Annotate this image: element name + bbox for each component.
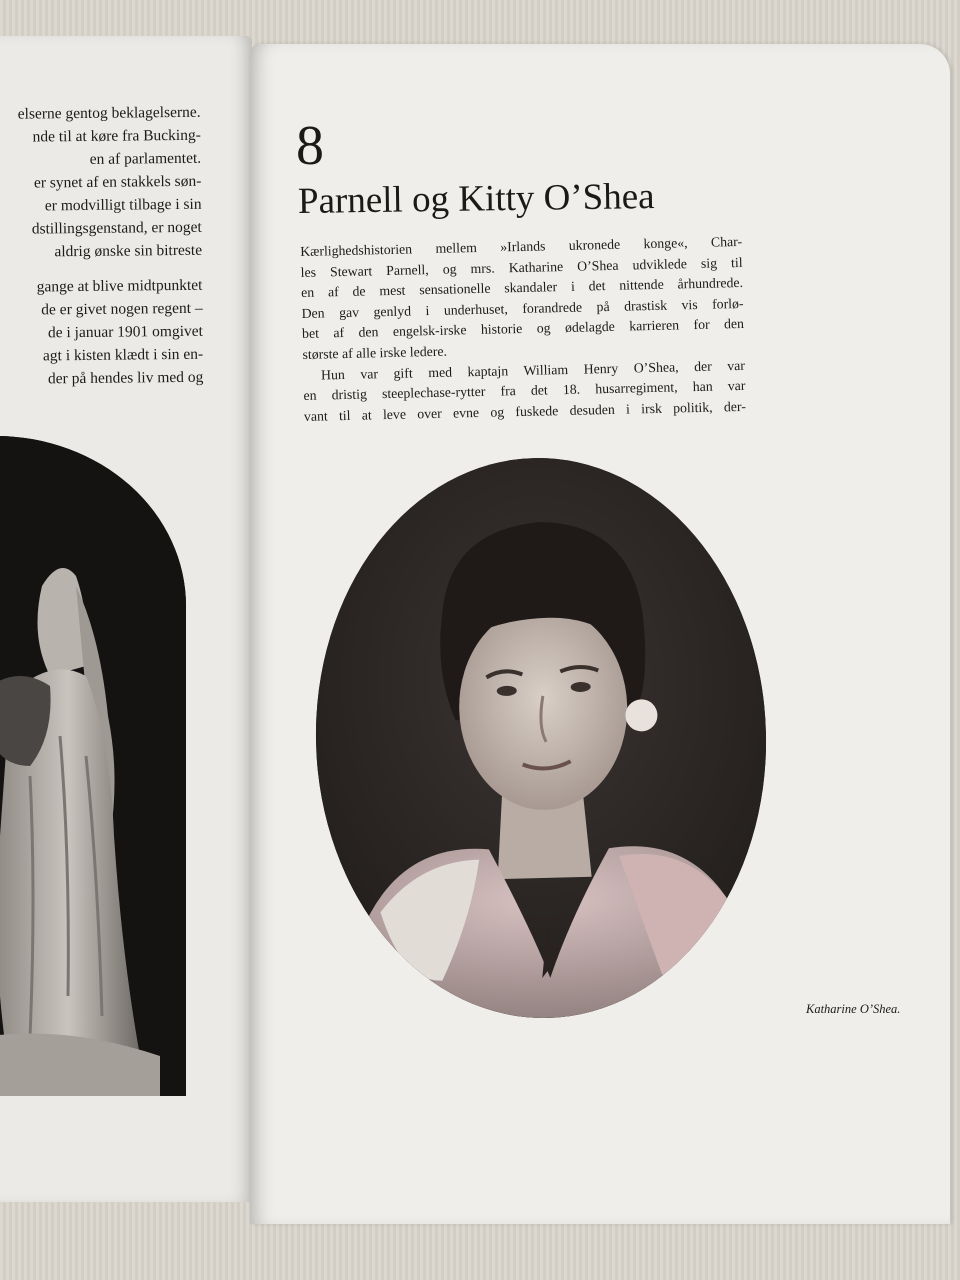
left-text-line: er synet af en stakkels søn- [33,172,202,192]
left-page-text [0,101,204,391]
left-text-line: gange at blive midtpunktet [36,276,203,296]
chapter-number: 8 [296,115,324,177]
body-text-line: en dristig steeplechase-rytter fra det 18. husarregiment, han var [303,378,746,404]
body-text-line: største af alle irske ledere. [302,343,448,362]
left-text-line: dstillingsgenstand, er noget [31,218,202,238]
body-text-line: Den gav genlyd i underhuset, forandrede på drastisk vis forlø- [301,295,744,321]
portrait-caption: Katharine O’Shea. [806,1002,901,1016]
left-text-line: der på hendes liv med og [47,368,204,388]
portrait-woman-image [309,452,774,1024]
statue-photo [0,436,186,1096]
body-text-line: Kærlighedshistorien mellem »Irlands ukronede konge«, Char- [300,233,743,259]
left-text-line: de i januar 1901 omgivet [47,322,203,342]
body-text-line: Hun var gift med kaptajn William Henry O’Shea, der var [320,357,746,383]
right-page [250,44,950,1224]
portrait-photo [309,452,774,1024]
left-text-line: aldrig ønske sin bitreste [54,241,203,261]
body-text-line: les Stewart Parnell, og mrs. Katharine O’Shea udviklede sig til [300,254,743,280]
body-text-line: bet af den engelsk-irske historie og ødelagde karrieren for den [301,316,745,342]
left-text-line: agt i kisten klædt i sin en- [42,345,204,365]
body-text-line: en af de mest sensationelle skandaler i det nittende århundrede. [300,275,744,301]
chapter-body-text [300,232,746,427]
chapter-title: Parnell og Kitty O’Shea [297,176,655,222]
left-text-line: en af parlamentet. [89,149,202,168]
left-text-line: de er givet nogen regent – [41,299,203,319]
body-text-line: vant til at leve over evne og fuskede desuden i irsk politik, der- [303,398,747,424]
statue-figure-image [0,436,186,1096]
left-page [0,36,252,1202]
left-text-line: elserne gentog beklagelserne. [17,103,201,123]
left-text-line: er modvilligt tilbage i sin [44,195,202,215]
left-text-line: nde til at køre fra Bucking- [32,126,201,146]
